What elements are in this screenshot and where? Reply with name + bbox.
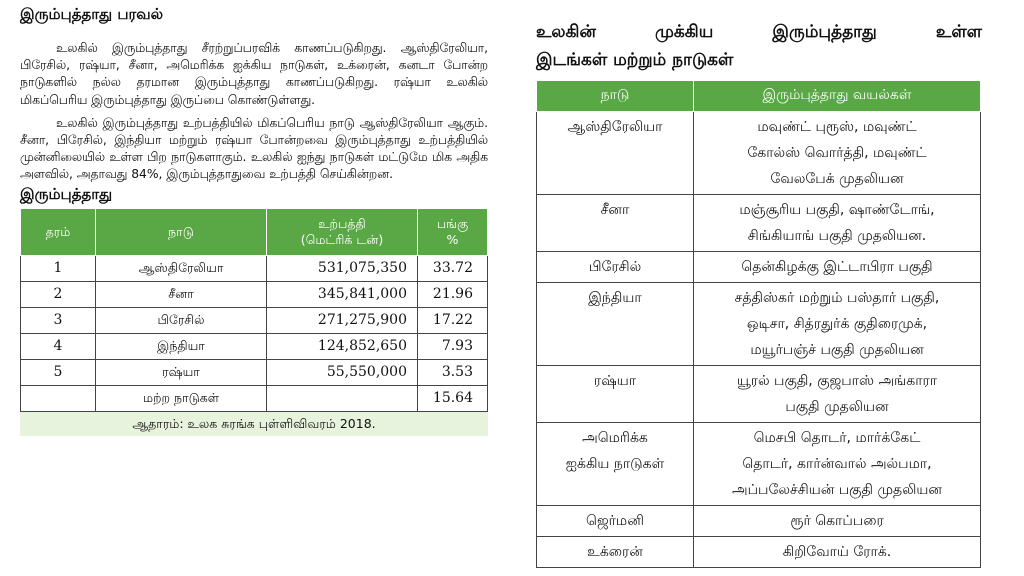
source-note: ஆதாரம்: உலக சுரங்க புள்ளிவிவரம் 2018. [20,412,488,436]
country-line: பிரேசில் [588,259,642,275]
table-row [537,506,981,537]
production-cell: 345,841,000 [267,281,418,307]
fields-line: கோல்ஸ் வொர்த்தி, மவுண்ட் [747,145,927,161]
fields-line: மஞ்சூரிய பகுதி, ஷாண்டோங், [739,202,935,218]
table-row [537,366,981,423]
country-cell: மற்ற நாடுகள் [96,385,267,411]
share-cell: 21.96 [418,281,488,307]
production-cell: 531,075,350 [267,255,418,281]
rank-cell: 5 [21,359,96,385]
fields-line: பகுதி முதலியன [785,399,889,415]
country-line: இந்தியா [588,290,642,306]
country-cell: ஆஸ்திரேலியா [96,255,267,281]
production-cell: 124,852,650 [267,333,418,359]
country-line: ஆஸ்திரேலியா [567,119,663,135]
country-line: உக்ரைன் [587,544,643,560]
table-row [537,195,981,252]
table-row-others [21,385,488,411]
fields-cell [694,195,981,252]
fields-line: யூரல் பகுதி, குஜபாஸ் அங்காரா [736,373,938,389]
title-word: உலகின் [536,22,596,42]
fields-cell [694,423,981,506]
fields-line: மவுண்ட் புரூஸ், மவுண்ட் [757,119,917,135]
country-cell [537,506,694,537]
country-line: சீனா [600,202,630,218]
right-column [536,18,982,568]
title-word: முக்கிய [655,22,714,42]
production-cell: 271,275,900 [267,307,418,333]
fields-line: கிறிவோய் ரோக். [782,544,892,560]
share-cell: 7.93 [418,333,488,359]
production-table [20,208,488,412]
fields-line: மயூர்பஞ்ச் பகுதி முதலியன [750,342,924,358]
production-paragraph: உலகில் இரும்புத்தாது உற்பத்தியில் மிகப்பெரிய நாடு ஆஸ்திரேலியா ஆகும். சீனா, பிரேசில், இந்தியா மற்றும் ரஷ்யா போன்றவை இரும்புத்தாது உற்பத்தியில் முன்னிலையில் உள்ள பிற நாடுகளாகும். உலகில் ஐந்து நாடுகள் மட்டுமே மிக அதிக அளவில், அதாவது 84%, இரும்புத்தாதுவை உற்பத்தி செய்கின்றன. [20,115,488,182]
share-cell: 33.72 [418,255,488,281]
fields-cell [694,366,981,423]
fields-cell [694,252,981,283]
ore-fields-header [537,81,981,112]
title-word: உள்ள [935,22,982,42]
country-line: அமெரிக்க [582,430,648,446]
country-header: நாடு [96,208,267,255]
country-cell [537,195,694,252]
fields-cell [694,112,981,195]
production-header-unit: (மெட்ரிக் டன்) [300,231,384,247]
fields-cell [694,537,981,568]
country-line: ஐக்கிய நாடுகள் [565,456,665,472]
production-header [267,208,418,255]
rank-cell: 1 [21,255,96,281]
fields-line: தென்கிழக்கு இட்டாபிரா பகுதி [741,259,933,275]
table-row [537,112,981,195]
fields-line: வேலபேக் முதலியன [770,171,904,187]
fields-title-line1 [536,18,982,46]
left-column [20,4,488,436]
table-row [21,255,488,281]
fields-title-line2: இடங்கள் மற்றும் நாடுகள் [536,50,734,70]
table-row [537,252,981,283]
fields-line: அப்பலேச்சியன் பகுதி முதலியன [732,482,942,498]
fields-line: சத்திஸ்கர் மற்றும் பஸ்தார் பகுதி, [734,290,940,306]
distribution-paragraph: உலகில் இரும்புத்தாது சீரற்றுப்பரவிக் காணப்படுகிறது. ஆஸ்திரேலியா, பிரேசில், ரஷ்யா, சீனா, அமெரிக்க ஐக்கிய நாடுகள், உக்ரைன், கனடா போன்ற நாடுகளில் நல்ல தரமான இரும்புத்தாது காணப்படுகிறது. ரஷ்யா உலகில் மிகப்பெரிய இரும்புத்தாது இருப்பை கொண்டுள்ளது. [20,41,488,107]
country-cell: இந்தியா [96,333,267,359]
table-row [537,283,981,366]
country-cell [537,112,694,195]
table-row [537,537,981,568]
share-cell: 15.64 [418,385,488,411]
country-cell: ரஷ்யா [96,359,267,385]
rank-cell: 2 [21,281,96,307]
fields-title [536,18,982,74]
share-header-label: பங்கு [436,215,469,231]
distribution-heading: இரும்புத்தாது பரவல் [20,5,164,23]
table-row [21,359,488,385]
fields-line: சிங்கியாங் பகுதி முதலியன. [747,228,927,244]
production-cell: 55,550,000 [267,359,418,385]
country-cell [537,537,694,568]
country-line: ஜெர்மனி [586,513,644,529]
share-cell: 17.22 [418,307,488,333]
fields-header: இரும்புத்தாது வயல்கள் [694,81,981,112]
table-row [21,333,488,359]
country-cell [537,366,694,423]
rank-cell: 3 [21,307,96,333]
fields-cell [694,283,981,366]
country-cell [537,423,694,506]
rank-cell-empty [21,385,96,411]
fields-line: மெசபி தொடர், மார்க்கேட் [753,430,921,446]
production-header-label: உற்பத்தி [318,215,366,231]
country-cell: பிரேசில் [96,307,267,333]
share-cell: 3.53 [418,359,488,385]
fields-line: ரூர் கொப்பரை [790,513,884,529]
fields-cell [694,506,981,537]
share-header-unit: % [446,231,459,247]
country-cell: சீனா [96,281,267,307]
country-cell [537,252,694,283]
share-header [418,208,488,255]
title-word: இரும்புத்தாது [772,22,877,42]
ore-fields-table [536,80,981,568]
country-cell [537,283,694,366]
production-table-header [21,208,488,255]
fields-line: ஒடிசா, சித்ரதுர்க் குதிரைமுக், [746,316,928,332]
country-line: ரஷ்யா [593,373,637,389]
table-row [21,281,488,307]
rank-header: தரம் [21,208,96,255]
iron-ore-table-heading: இரும்புத்தாது [20,184,113,203]
table-row [537,423,981,506]
rank-cell: 4 [21,333,96,359]
fields-line: தொடர், கார்ன்வால் அல்பமா, [742,456,932,472]
table-row [21,307,488,333]
country-header: நாடு [537,81,694,112]
production-cell-empty [267,385,418,411]
